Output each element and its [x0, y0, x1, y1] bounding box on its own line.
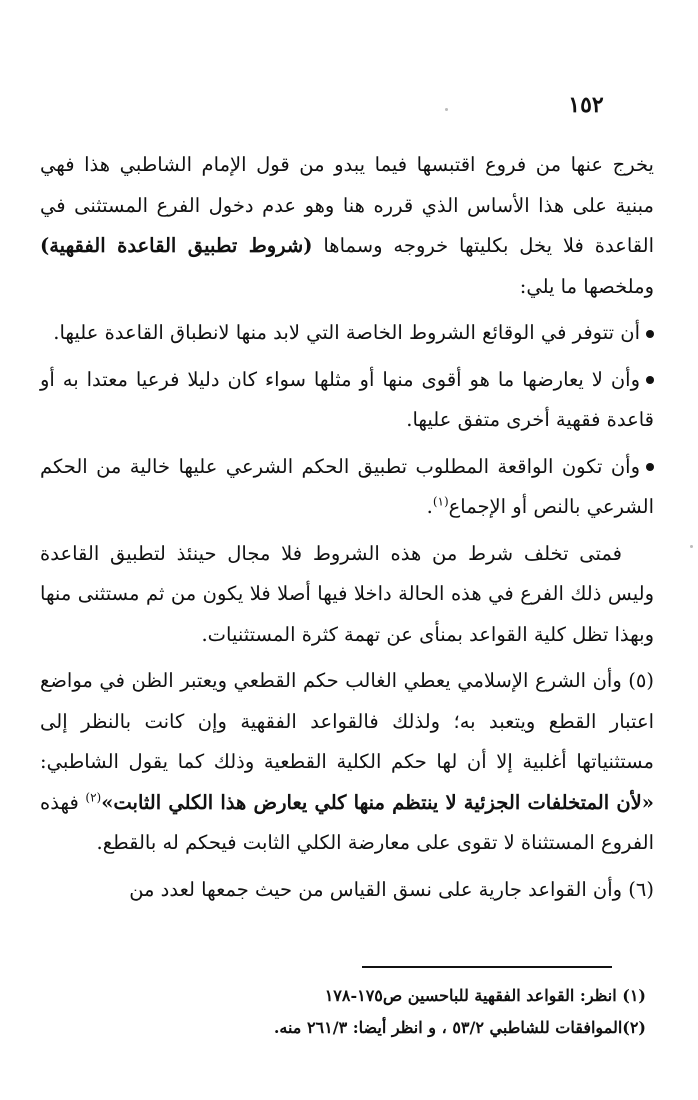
bullet-text: أن تتوفر في الوقائع الشروط الخاصة التي لابد منها لانطباق القاعدة عليها. [53, 321, 640, 344]
scan-speck [445, 108, 448, 111]
intro-text-end: وملخصها ما يلي: [519, 274, 654, 298]
main-text [40, 145, 654, 910]
footnotes [40, 982, 654, 1046]
footnote-divider [362, 966, 612, 968]
bullet-item [40, 447, 654, 528]
intro-text: يخرج عنها من فروع اقتبسها فيما يبدو من قول الإمام الشاطبي هذا فهي مبنية على هذا الأساس الذي قرره هنا وهو عدم دخول الفرع المستثنى في القاعدة فلا يخل بكليتها خروجه وسماها [40, 153, 654, 257]
bullet-icon [646, 463, 654, 471]
bullet-text-end: . [426, 495, 433, 518]
paragraph-point-5 [40, 661, 654, 864]
paragraph-intro [40, 145, 654, 307]
scan-speck [690, 545, 693, 548]
footnote-ref: (٢) [85, 790, 102, 804]
bullet-text: وأن تكون الواقعة المطلوب تطبيق الحكم الشرعي عليها خالية من الحكم الشرعي بالنص أو الإجماع [40, 454, 654, 518]
point-5-text-end: فهذه الفروع المستثناة لا تقوى على معارضة الكلي الثابت فيحكم له بالقطع. [40, 790, 654, 854]
bullet-item [40, 360, 654, 441]
paragraph-point-6: (٦) وأن القواعد جارية على نسق القياس من حيث جمعها لعدد من [129, 877, 654, 901]
paragraph-conclusion: فمتى تخلف شرط من هذه الشروط فلا مجال حينئذ لتطبيق القاعدة وليس ذلك الفرع في هذه الحالة داخلا فيها أصلا فلا يكون من ثم مستثنى منها وبهذا تظل كلية القواعد بمنأى عن تهمة كثرة المستثنيات. [40, 541, 654, 646]
intro-bold-title: (شروط تطبيق القاعدة الفقهية) [40, 234, 313, 257]
footnote-2: (٢)الموافقات للشاطبي ٥٣/٢ ، و انظر أيضا: ٢٦١/٣ منه. [273, 1018, 646, 1037]
footnote-ref: (١) [432, 494, 449, 509]
page-number: ١٥٢ [568, 92, 604, 118]
bullet-text: وأن لا يعارضها ما هو أقوى منها أو مثلها سواء كان دليلا فرعيا معتدا به أو قاعدة فقهية أخرى متفق عليها. [40, 367, 654, 431]
bullet-item [40, 313, 654, 354]
point-5-text: (٥) وأن الشرع الإسلامي يعطي الغالب حكم القطعي ويعتبر الظن في مواضع اعتبار القطع ويتعبد به؛ ولذلك فالقواعد الفقهية وإن كانت بالنظر إلى مستثنياتها أغلبية إلا أن لها حكم الكلية القطعية وذلك كما يقول الشاطبي: [40, 669, 654, 773]
bullet-icon [646, 330, 654, 338]
bullet-icon [646, 376, 654, 384]
footnote-1: (١) انظر: القواعد الفقهية للباحسين ص١٧٥-١٧٨ [324, 986, 646, 1005]
shatibi-quote: «لأن المتخلفات الجزئية لا ينتظم منها كلي يعارض هذا الكلي الثابت» [101, 790, 654, 814]
